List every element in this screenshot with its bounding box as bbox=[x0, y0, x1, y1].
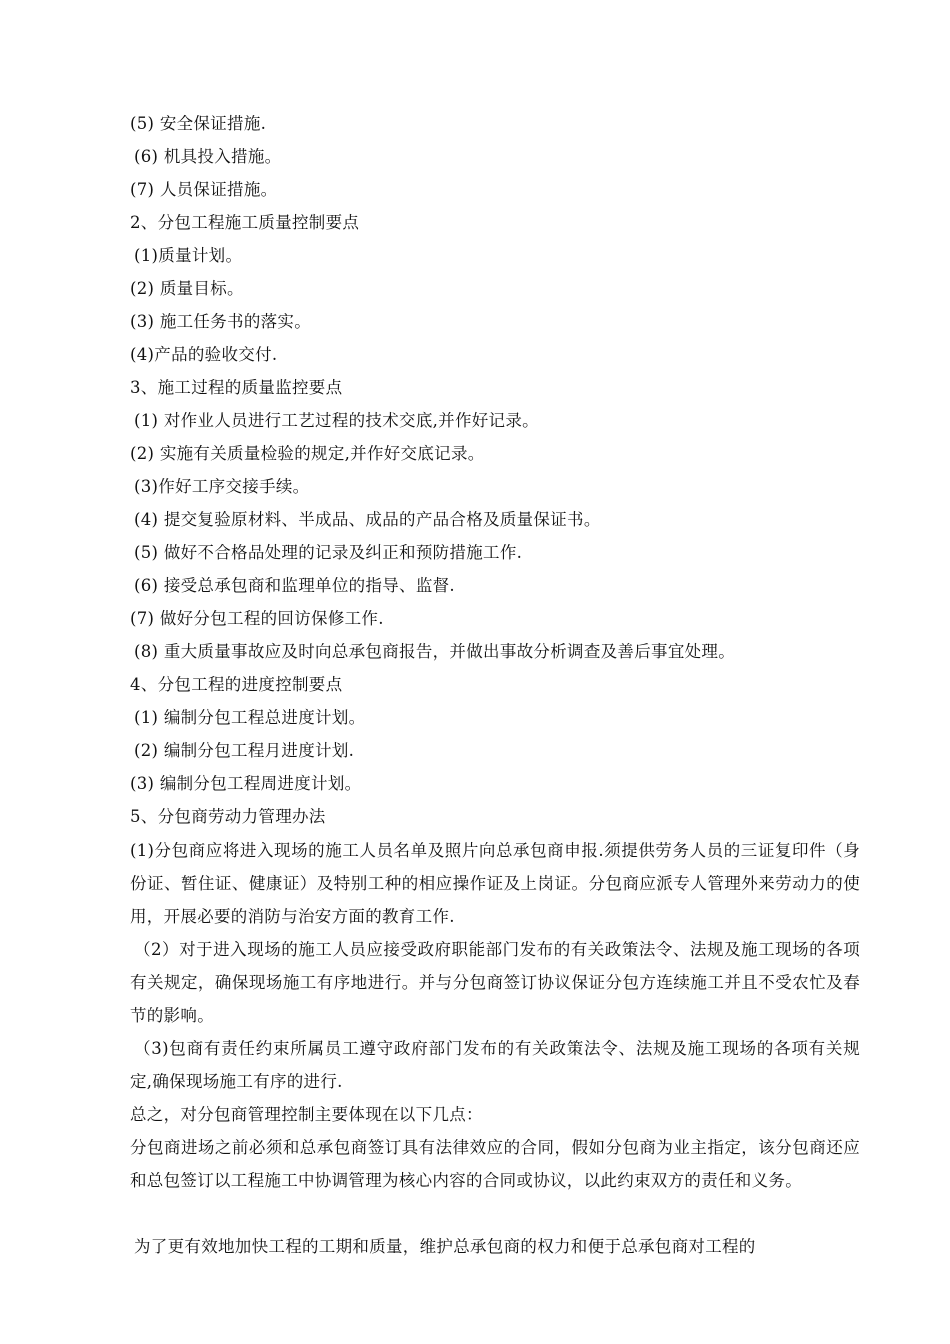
text-line: (2) 实施有关质量检验的规定,并作好交底记录。 bbox=[130, 444, 485, 463]
text-line: (6) 接受总承包商和监理单位的指导、监督. bbox=[134, 576, 455, 595]
text-line: (6) 机具投入措施。 bbox=[134, 147, 282, 166]
text-line: (8) 重大质量事故应及时向总承包商报告，并做出事故分析调查及善后事宜处理。 bbox=[134, 642, 736, 661]
text-line: (1)质量计划。 bbox=[134, 246, 243, 265]
text-line: (4)产品的验收交付. bbox=[130, 345, 278, 364]
section-heading: 5、分包商劳动力管理办法 bbox=[130, 807, 326, 826]
text-line: (1) 编制分包工程总进度计划。 bbox=[134, 708, 366, 727]
paragraph: （2）对于进入现场的施工人员应接受政府职能部门发布的有关政策法令、法规及施工现场的各项有关规定，确保现场施工有序地进行。并与分包商签订协议保证分包方连续施工并且不受农忙及春节的影响。 bbox=[130, 940, 860, 1025]
text-line: (4) 提交复验原材料、半成品、成品的产品合格及质量保证书。 bbox=[134, 510, 601, 529]
section-heading: 4、分包工程的进度控制要点 bbox=[130, 675, 343, 694]
section-heading: 2、分包工程施工质量控制要点 bbox=[130, 213, 360, 232]
text-line: (5) 安全保证措施. bbox=[130, 114, 267, 133]
text-line: (7) 做好分包工程的回访保修工作. bbox=[130, 609, 384, 628]
text-line: (3) 施工任务书的落实。 bbox=[130, 312, 312, 331]
text-line: (3) 编制分包工程周进度计划。 bbox=[130, 774, 362, 793]
text-line: (5) 做好不合格品处理的记录及纠正和预防措施工作. bbox=[134, 543, 523, 562]
text-line: (7) 人员保证措施。 bbox=[130, 180, 278, 199]
paragraph: （3)包商有责任约束所属员工遵守政府部门发布的有关政策法令、法规及施工现场的各项有关规定,确保现场施工有序的进行. bbox=[130, 1039, 860, 1091]
paragraph: 总之，对分包商管理控制主要体现在以下几点： bbox=[130, 1105, 483, 1124]
paragraph: 分包商进场之前必须和总承包商签订具有法律效应的合同，假如分包商为业主指定，该分包商还应和总包签订以工程施工中协调管理为核心内容的合同或协议，以此约束双方的责任和义务。 bbox=[130, 1138, 860, 1190]
paragraph: (1)分包商应将进入现场的施工人员名单及照片向总承包商申报.须提供劳务人员的三证复印件（身份证、暂住证、健康证）及特别工种的相应操作证及上岗证。分包商应派专人管理外来劳动力的使用，开展必要的消防与治安方面的教育工作. bbox=[130, 841, 860, 926]
text-line: (1) 对作业人员进行工艺过程的技术交底,并作好记录。 bbox=[134, 411, 539, 430]
text-line: (2) 编制分包工程月进度计划. bbox=[134, 741, 355, 760]
text-line: (2) 质量目标。 bbox=[130, 279, 244, 298]
paragraph: 为了更有效地加快工程的工期和质量，维护总承包商的权力和便于总承包商对工程的 bbox=[134, 1237, 756, 1256]
section-heading: 3、施工过程的质量监控要点 bbox=[130, 378, 343, 397]
text-line: (3)作好工序交接手续。 bbox=[134, 477, 310, 496]
